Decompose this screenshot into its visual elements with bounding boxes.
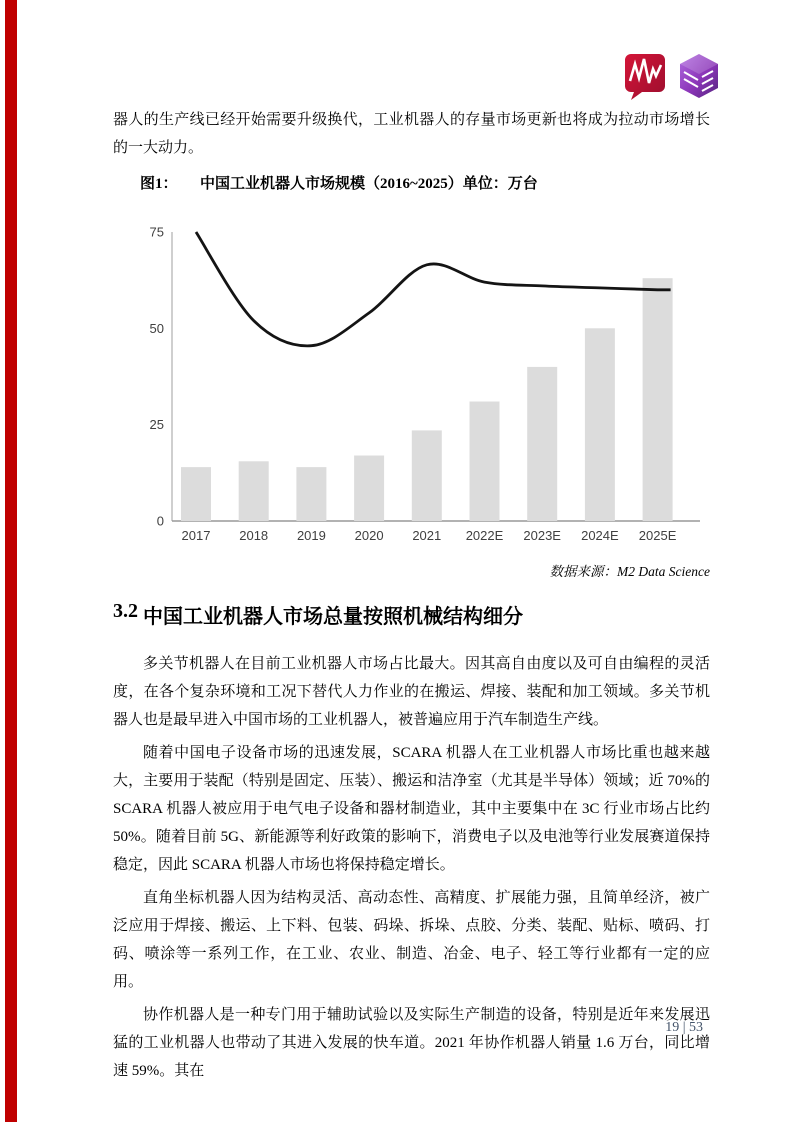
paragraph: 多关节机器人在目前工业机器人市场占比最大。因其高自由度以及可自由编程的灵活度，在各个复杂环境和工况下替代人力作业的在搬运、焊接、装配和加工领域。多关节机器人也是最早进入中国市场的工业机器人，被普遍应用于汽车制造生产线。 — [113, 656, 710, 728]
svg-text:75: 75 — [149, 224, 164, 240]
intro-paragraph: 器人的生产线已经开始需要升级换代，工业机器人的存量市场更新也将成为拉动市场增长的一大动力。 — [113, 112, 710, 156]
left-accent-bar — [5, 0, 17, 1122]
svg-text:0: 0 — [156, 513, 164, 529]
svg-text:25: 25 — [149, 417, 164, 433]
figure-caption — [140, 172, 538, 193]
page-number: 19 | 53 — [665, 1020, 703, 1035]
svg-text:2024E: 2024E — [581, 528, 619, 543]
svg-text:2019: 2019 — [296, 528, 326, 543]
waveform-speech-bubble-icon — [623, 52, 667, 105]
section-number: 3.2 — [113, 600, 138, 622]
body-paragraphs — [113, 650, 710, 1090]
paragraph: 随着中国电子设备市场的迅速发展，SCARA 机器人在工业机器人市场比重也越来越大，主要用于装配（特别是固定、压装）、搬运和洁净室（尤其是半导体）领域；近 70%的 SCARA 机器人被应用于电气电子设备和器材制造业，其中主要集中在 3C 行业市场占比约 50%。随着目前 5G、新能源等利好政策的影响下，消费电子以及电池等行业发展赛道保持稳定，因此 SCARA 机器人市场也将保持稳定增长。 — [113, 745, 710, 873]
section-heading — [113, 600, 523, 629]
chart-canvas — [140, 215, 700, 545]
svg-text:2018: 2018 — [239, 528, 269, 543]
svg-text:2022E: 2022E — [465, 528, 504, 543]
data-source: 数据来源：M2 Data Science — [549, 564, 710, 579]
svg-text:2020: 2020 — [354, 528, 384, 543]
market-size-chart — [140, 215, 700, 545]
brand-logo — [623, 52, 722, 105]
svg-text:2023E: 2023E — [523, 528, 561, 543]
svg-text:2017: 2017 — [181, 528, 211, 543]
svg-text:2021: 2021 — [412, 528, 442, 543]
svg-text:50: 50 — [149, 320, 164, 336]
paragraph: 直角坐标机器人因为结构灵活、高动态性、高精度、扩展能力强，且简单经济，被广泛应用于焊接、搬运、上下料、包装、码垛、拆垛、点胶、分类、装配、贴标、喷码、打码、喷涂等一系列工作，在工业、农业、制造、冶金、电子、轻工等行业都有一定的应用。 — [113, 890, 710, 990]
figure-title: 中国工业机器人市场规模（2016~2025）单位：万台 — [200, 176, 538, 192]
section-title: 中国工业机器人市场总量按照机械结构细分 — [143, 606, 523, 628]
figure-label: 图1： — [140, 176, 178, 192]
paragraph: 协作机器人是一种专门用于辅助试验以及实际生产制造的设备，特别是近年来发展迅猛的工业机器人也带动了其进入发展的快车道。2021 年协作机器人销量 1.6 万台，同比增速 59%。其在 — [113, 1007, 710, 1079]
layered-cube-icon — [676, 52, 722, 105]
svg-text:2025E: 2025E — [638, 528, 677, 543]
